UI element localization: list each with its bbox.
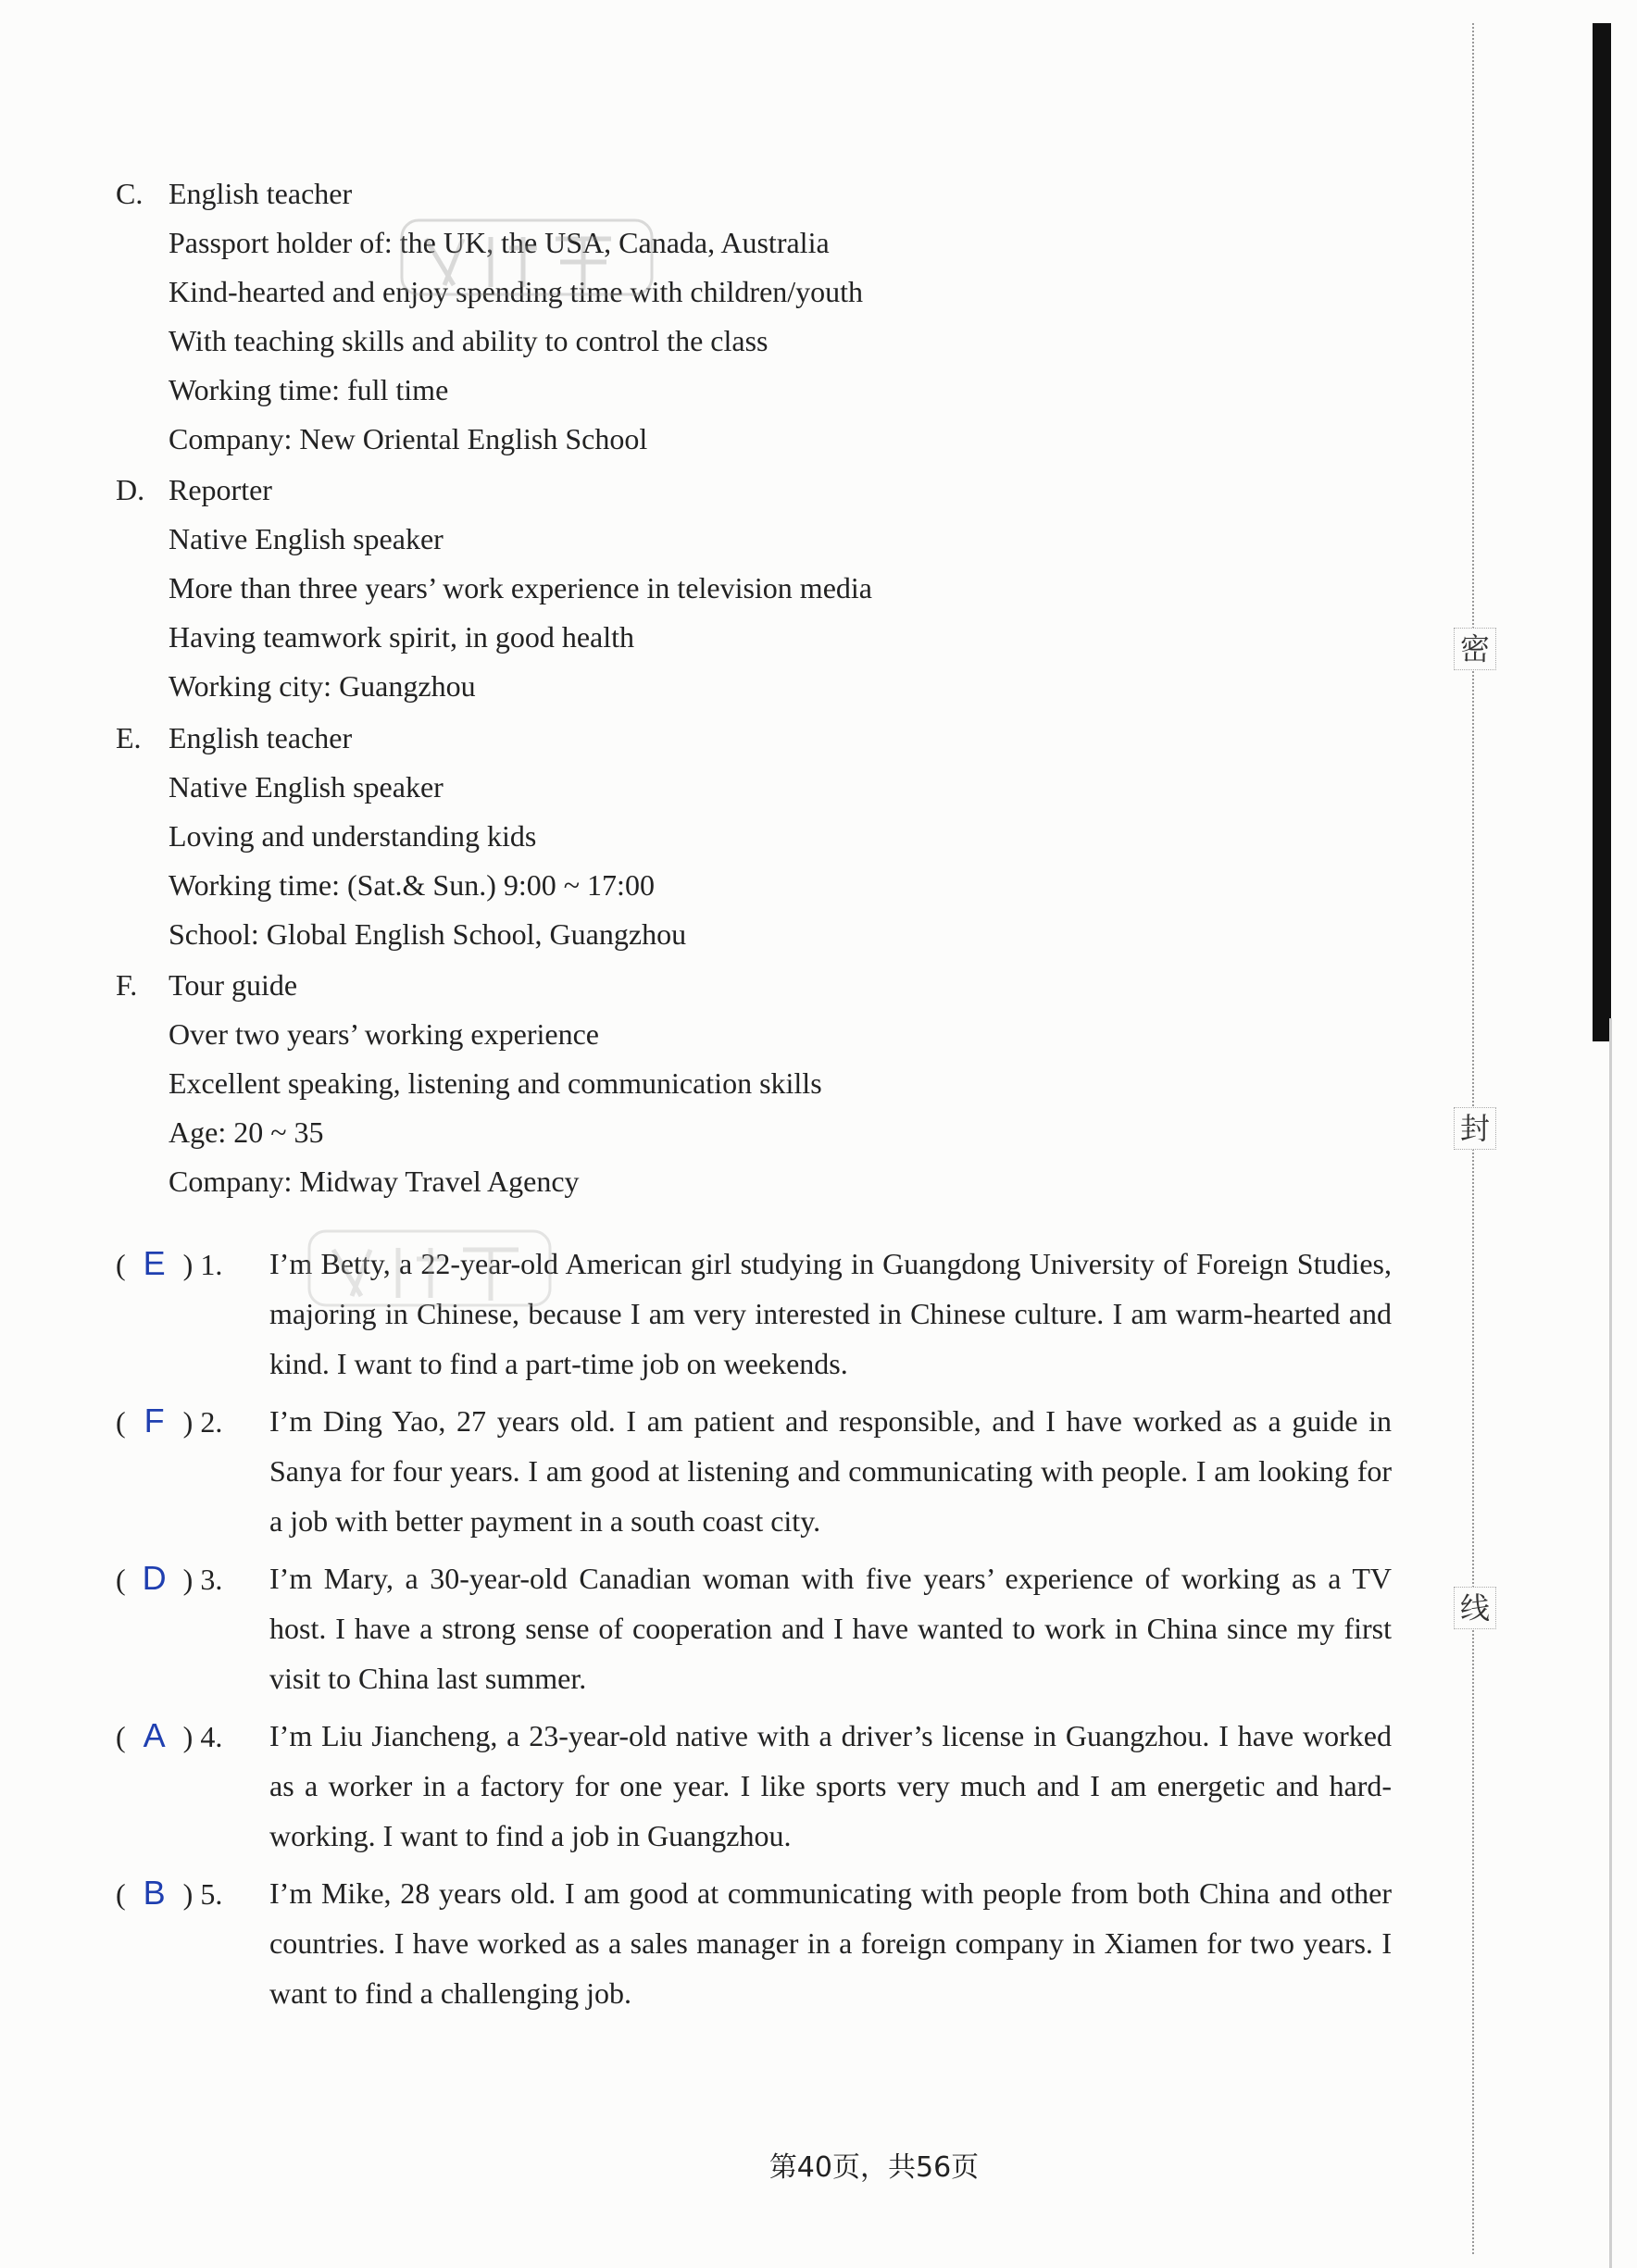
- answer-value: A: [143, 1716, 166, 1754]
- question-text: I’m Mary, a 30-year-old Canadian woman with five years’ experience of working as a TV host. I have a strong sense of cooperation and I have wanted to work in China since my first visit to China last summer.: [269, 1562, 1392, 1695]
- ad-letter: E.: [116, 721, 142, 754]
- answer-value: B: [143, 1874, 166, 1912]
- question-number: 2.: [200, 1405, 223, 1439]
- question-text: I’m Liu Jiancheng, a 23-year-old native with a driver’s license in Guangzhou. I have worked as a worker in a factory for one year. I like sports very much and I am energetic and hard-working. I want to find a job in Guangzhou.: [269, 1719, 1392, 1852]
- ad-line: Passport holder of: the UK, the USA, Canada, Australia: [169, 226, 830, 259]
- margin-char-seal: 封: [1454, 1107, 1496, 1150]
- answer-slot[interactable]: [116, 1868, 222, 1918]
- answer-value: D: [142, 1559, 167, 1597]
- ad-line: Working time: full time: [169, 373, 449, 406]
- ad-line: Company: Midway Travel Agency: [169, 1165, 580, 1198]
- ad-letter: F.: [116, 968, 138, 1002]
- paren-close: ): [182, 1405, 194, 1439]
- paren-close: ): [182, 1877, 194, 1911]
- question-5: [116, 1868, 1393, 2018]
- ad-line: Company: New Oriental English School: [169, 422, 648, 455]
- ad-line: More than three years’ work experience in television media: [169, 571, 872, 604]
- paren-open: (: [116, 1405, 126, 1439]
- page-footer: 第40页，共56页: [769, 2151, 980, 2184]
- answer-slot[interactable]: [116, 1711, 222, 1761]
- ad-line: Native English speaker: [169, 522, 444, 555]
- ad-letter: C.: [116, 177, 144, 210]
- answer-slot[interactable]: [116, 1553, 222, 1603]
- question-text: I’m Betty, a 22-year-old American girl studying in Guangdong University of Foreign Studies, majoring in Chinese, because I am very interested in Chinese culture. I am warm-hearted and kind. I want to find a part-time job on weekends.: [269, 1247, 1392, 1380]
- ad-line: Working city: Guangzhou: [169, 669, 476, 703]
- question-number: 4.: [200, 1720, 223, 1753]
- question-3: [116, 1553, 1393, 1703]
- ad-title: Reporter: [169, 473, 272, 506]
- paren-close: ): [182, 1563, 194, 1596]
- ad-line: Over two years’ working experience: [169, 1017, 599, 1051]
- paren-open: (: [116, 1563, 126, 1596]
- question-number: 1.: [200, 1248, 223, 1281]
- question-number: 3.: [200, 1563, 223, 1596]
- ad-line: Age: 20 ~ 35: [169, 1115, 324, 1149]
- ad-c: [116, 169, 1412, 464]
- ad-line: Native English speaker: [169, 770, 444, 804]
- watermark-stamp-icon: [398, 211, 657, 313]
- question-text: I’m Mike, 28 years old. I am good at communicating with people from both China and other countries. I have worked as a sales manager in a foreign company in Xiamen for two years. I want to find a challenging job.: [269, 1876, 1392, 2010]
- ad-title: English teacher: [169, 177, 353, 210]
- margin-char-seal: 密: [1454, 628, 1496, 670]
- paren-close: ): [182, 1720, 194, 1753]
- question-4: [116, 1711, 1393, 1861]
- margin-char-line: 线: [1454, 1587, 1496, 1629]
- ad-line: With teaching skills and ability to control the class: [169, 324, 769, 357]
- answer-value: F: [144, 1402, 165, 1439]
- question-number: 5.: [200, 1877, 223, 1911]
- ad-line: Loving and understanding kids: [169, 819, 537, 853]
- answer-value: E: [143, 1244, 166, 1282]
- answer-slot[interactable]: [116, 1396, 222, 1446]
- paren-close: ): [182, 1248, 194, 1281]
- ad-title: Tour guide: [169, 968, 298, 1002]
- ad-title: English teacher: [169, 721, 353, 754]
- paren-open: (: [116, 1877, 126, 1911]
- answer-slot[interactable]: [116, 1239, 222, 1289]
- paren-open: (: [116, 1720, 126, 1753]
- question-text: I’m Ding Yao, 27 years old. I am patient and responsible, and I have worked as a guide in Sanya for four years. I am good at listening and communicating with people. I am looking for a job with better payment in a south coast city.: [269, 1404, 1392, 1538]
- ad-line: Excellent speaking, listening and communication skills: [169, 1066, 822, 1100]
- question-2: [116, 1396, 1393, 1546]
- ad-letter: D.: [116, 473, 145, 506]
- ad-e: [116, 714, 1412, 959]
- ad-line: Kind-hearted and enjoy spending time with children/youth: [169, 275, 864, 308]
- ad-line: School: Global English School, Guangzhou: [169, 917, 687, 951]
- watermark-stamp-icon: [306, 1222, 556, 1324]
- scan-edge-line: [1609, 1018, 1612, 2268]
- ad-d: [116, 466, 1412, 711]
- ad-line: Having teamwork spirit, in good health: [169, 620, 635, 654]
- scan-edge-bar: [1593, 23, 1611, 1041]
- paren-open: (: [116, 1248, 126, 1281]
- ad-f: [116, 961, 1412, 1206]
- ad-line: Working time: (Sat.& Sun.) 9:00 ~ 17:00: [169, 868, 655, 902]
